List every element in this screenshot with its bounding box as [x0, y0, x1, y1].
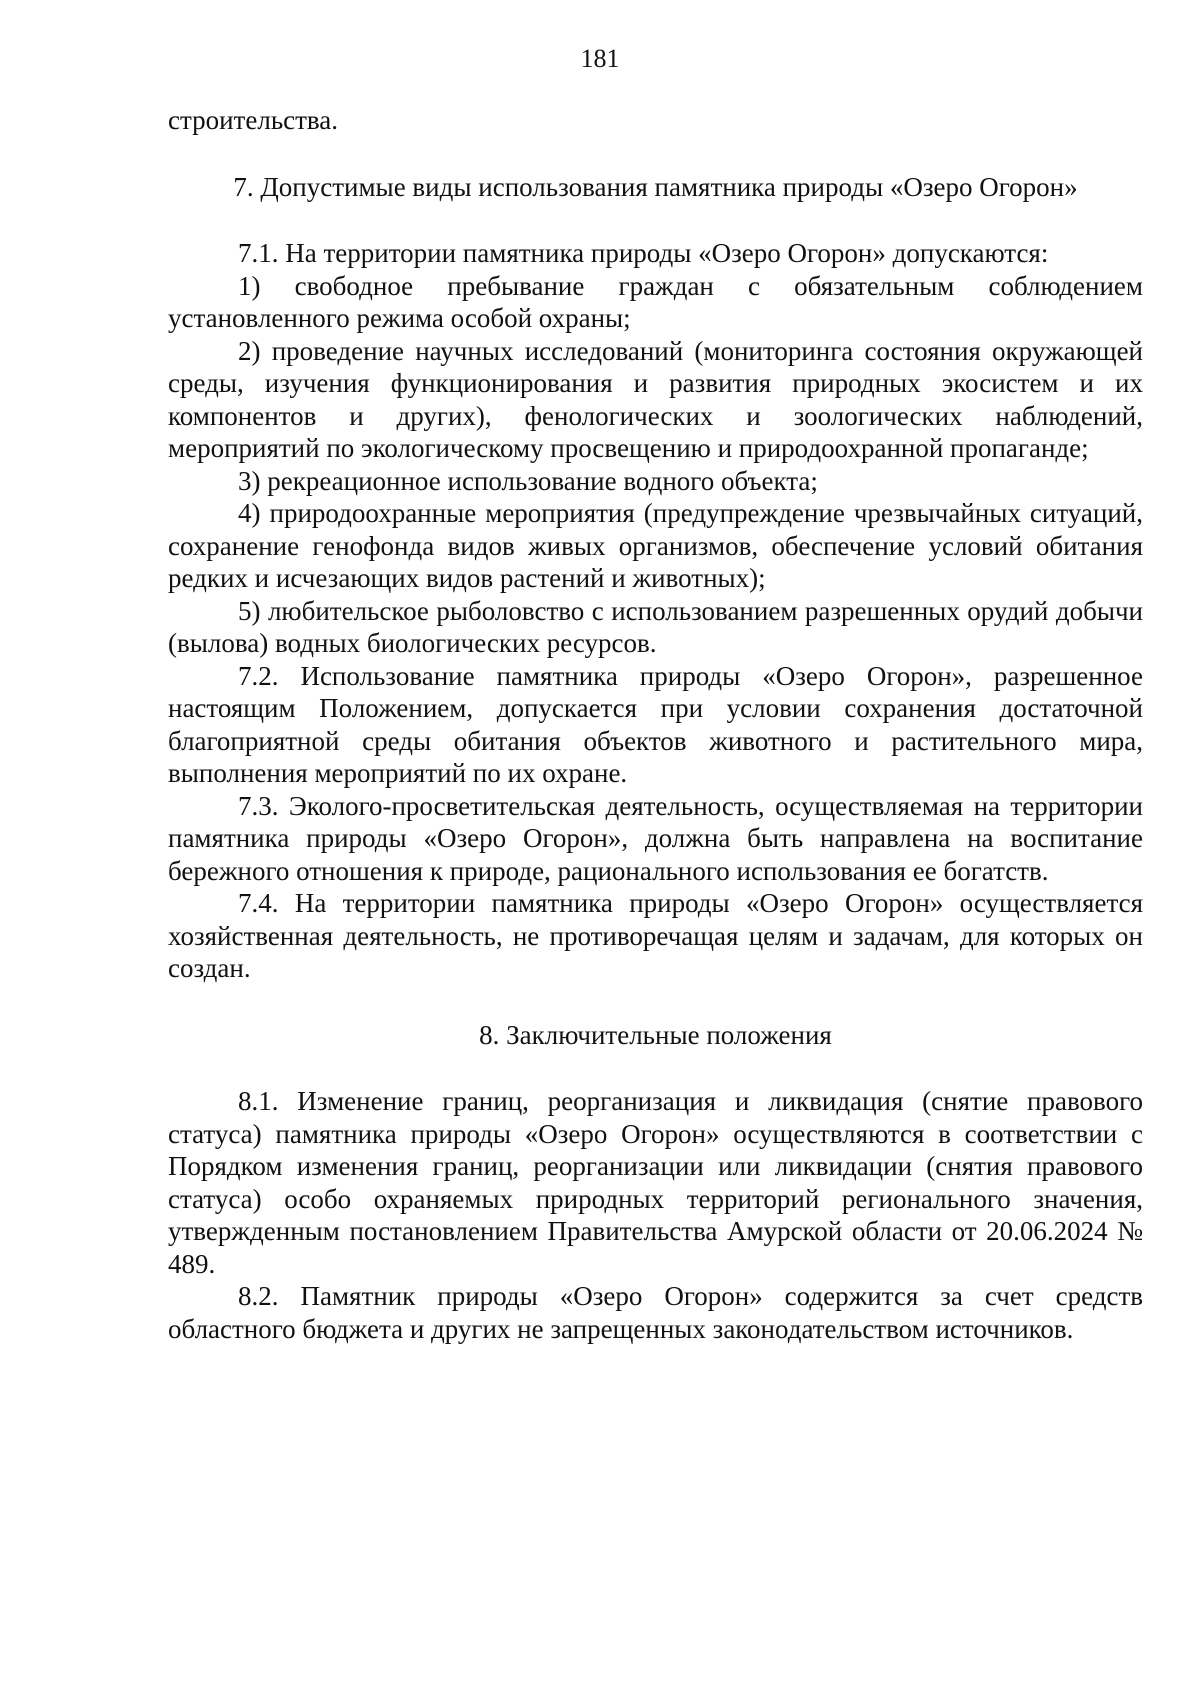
spacer [168, 137, 1143, 171]
paragraph-7-1: 7.1. На территории памятника природы «Озеро Огорон» допускаются: [238, 238, 1049, 268]
page-number: 181 [580, 44, 620, 73]
spacer [168, 1051, 1143, 1085]
paragraph-7-2: 7.2. Использование памятника природы «Озеро Огорон», разрешенное настоящим Положением, допускается при условии сохранения достаточной благоприятной среды обитания объектов животного и растительного мира, выполнения мероприятий по их охране. [168, 660, 1143, 788]
continuation-text: строительства. [168, 105, 339, 135]
paragraph-8-2: 8.2. Памятник природы «Озеро Огорон» содержится за счет средств областного бюджета и других не запрещенных законодательством источников. [168, 1281, 1143, 1344]
list-item-5: 5) любительское рыболовство с использованием разрешенных орудий добычи (вылова) водных биологических ресурсов. [168, 595, 1143, 658]
paragraph-7-4: 7.4. На территории памятника природы «Озеро Огорон» осуществляется хозяйственная деятельность, не противоречащая целям и задачам, для которых он создан. [168, 888, 1143, 983]
list-item-2: 2) проведение научных исследований (мониторинга состояния окружающей среды, изучения функционирования и развития природных экосистем и их компонентов и других), фенологических и зоологических наблюдений, мероприятий по экологическому просвещению и природоохранной пропаганде; [168, 335, 1143, 463]
spacer [168, 203, 1143, 237]
paragraph-7-3: 7.3. Эколого-просветительская деятельность, осуществляемая на территории памятника природы «Озеро Огорон», должна быть направлена на воспитание бережного отношения к природе, рационального использования ее богатств. [168, 790, 1143, 886]
list-item-1: 1) свободное пребывание граждан с обязательным соблюдением установленного режима особой охраны; [168, 270, 1143, 333]
list-item-3: 3) рекреационное использование водного объекта; [238, 465, 818, 496]
section-7-heading: 7. Допустимые виды использования памятника природы «Озеро Огорон» [233, 171, 1078, 202]
document-body [168, 104, 1143, 1345]
spacer [168, 985, 1143, 1019]
paragraph-8-1: 8.1. Изменение границ, реорганизация и ликвидация (снятие правового статуса) памятника природы «Озеро Огорон» осуществляются в соответствии с Порядком изменения границ, реорганизации или ликвидации (снятия правового статуса) особо охраняемых природных территорий регионального значения, утвержденным постановлением Правительства Амурской области от 20.06.2024 № 489. [168, 1086, 1143, 1279]
section-8-heading: 8. Заключительные положения [479, 1019, 832, 1050]
list-item-4: 4) природоохранные мероприятия (предупреждение чрезвычайных ситуаций, сохранение генофонда видов живых организмов, обеспечение условий обитания редких и исчезающих видов растений и животных); [168, 498, 1143, 593]
